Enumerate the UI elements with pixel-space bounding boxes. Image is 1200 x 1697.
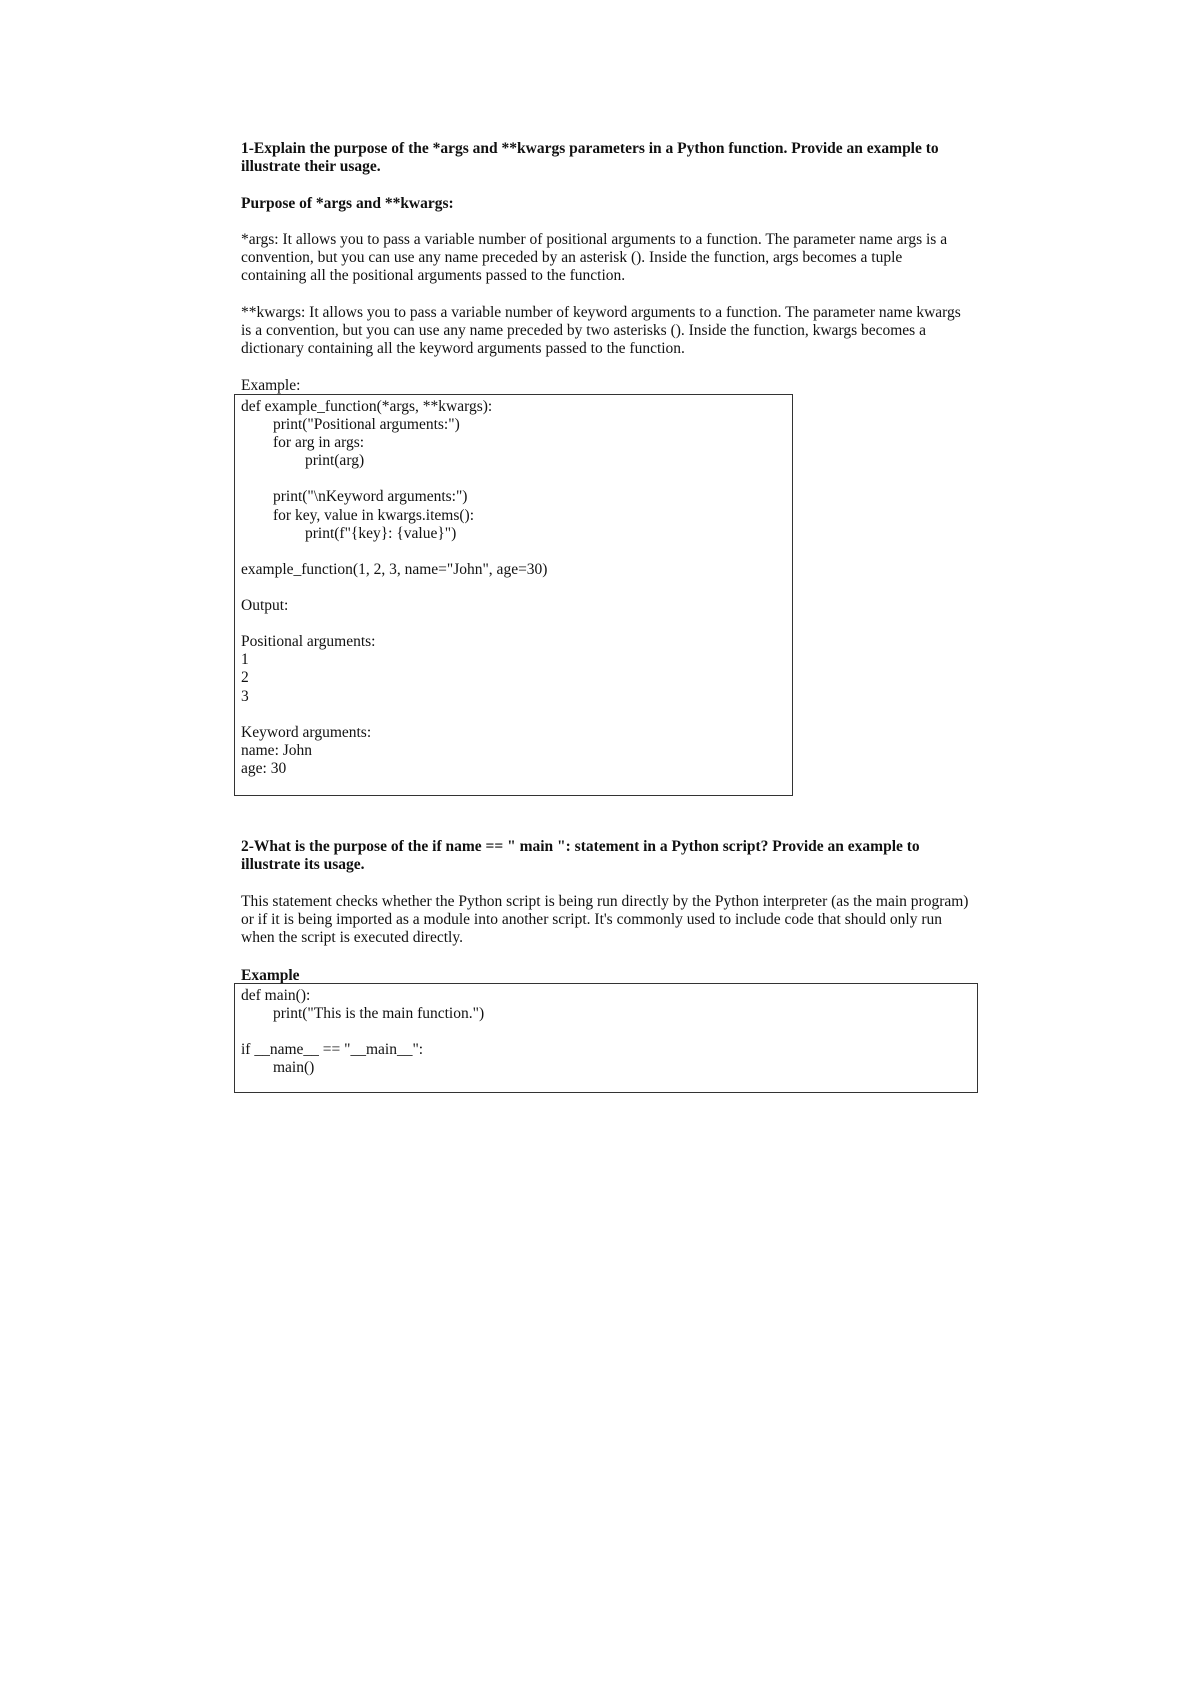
code-line: print(f"{key}: {value}"): [305, 524, 457, 542]
code-line: print("\nKeyword arguments:"): [273, 488, 468, 506]
code-example-box-2: [234, 983, 978, 1093]
question-2-heading: 2-What is the purpose of the if name == " main ": statement in a Python script? Provide an example to illustrate its usage.: [241, 838, 920, 873]
code-line: def example_function(*args, **kwargs):: [241, 398, 493, 415]
code-line: for arg in args:: [273, 434, 365, 452]
code-line: example_function(1, 2, 3, name="John", age=30): [241, 560, 548, 578]
example-label-2: Example: [241, 967, 300, 984]
code-line: print("This is the main function."): [273, 1005, 485, 1023]
output-kw-value: age: 30: [241, 759, 287, 777]
output-value: 2: [241, 669, 249, 687]
code-line: def main():: [241, 987, 311, 1004]
code-example-box-1: [234, 394, 793, 796]
code-line: if __name__ == "__main__":: [241, 1041, 424, 1059]
main-check-paragraph: This statement checks whether the Python script is being run directly by the Python interpreter (as the main program) or if it is being imported as a module into another script. It's commonly used to include code that should only run when the script is executed directly.: [241, 893, 969, 946]
code-line: for key, value in kwargs.items():: [273, 506, 475, 524]
question-1-heading: 1-Explain the purpose of the *args and **kwargs parameters in a Python function. Provide an example to illustrate their usage.: [241, 140, 939, 175]
args-paragraph: *args: It allows you to pass a variable number of positional arguments to a function. The parameter name args is a convention, but you can use any name preceded by an asterisk (). Inside the function, args becomes a tuple containing all the positional arguments passed to the function.: [241, 231, 948, 284]
purpose-subheading: Purpose of *args and **kwargs:: [241, 195, 454, 212]
output-value: 1: [241, 651, 249, 669]
output-keyword-label: Keyword arguments:: [241, 723, 372, 741]
output-kw-value: name: John: [241, 741, 313, 759]
code-line: print(arg): [305, 452, 365, 470]
example-label: Example:: [241, 377, 301, 394]
code-line: print("Positional arguments:"): [273, 416, 460, 434]
output-positional-label: Positional arguments:: [241, 633, 376, 651]
code-line: main(): [273, 1059, 315, 1077]
output-value: 3: [241, 687, 249, 705]
kwargs-paragraph: **kwargs: It allows you to pass a variable number of keyword arguments to a function. The parameter name kwargs is a convention, but you can use any name preceded by two asterisks (). Inside the function, kwargs becomes a dictionary containing all the keyword arguments passed to the function.: [241, 304, 961, 357]
output-label: Output:: [241, 597, 289, 615]
